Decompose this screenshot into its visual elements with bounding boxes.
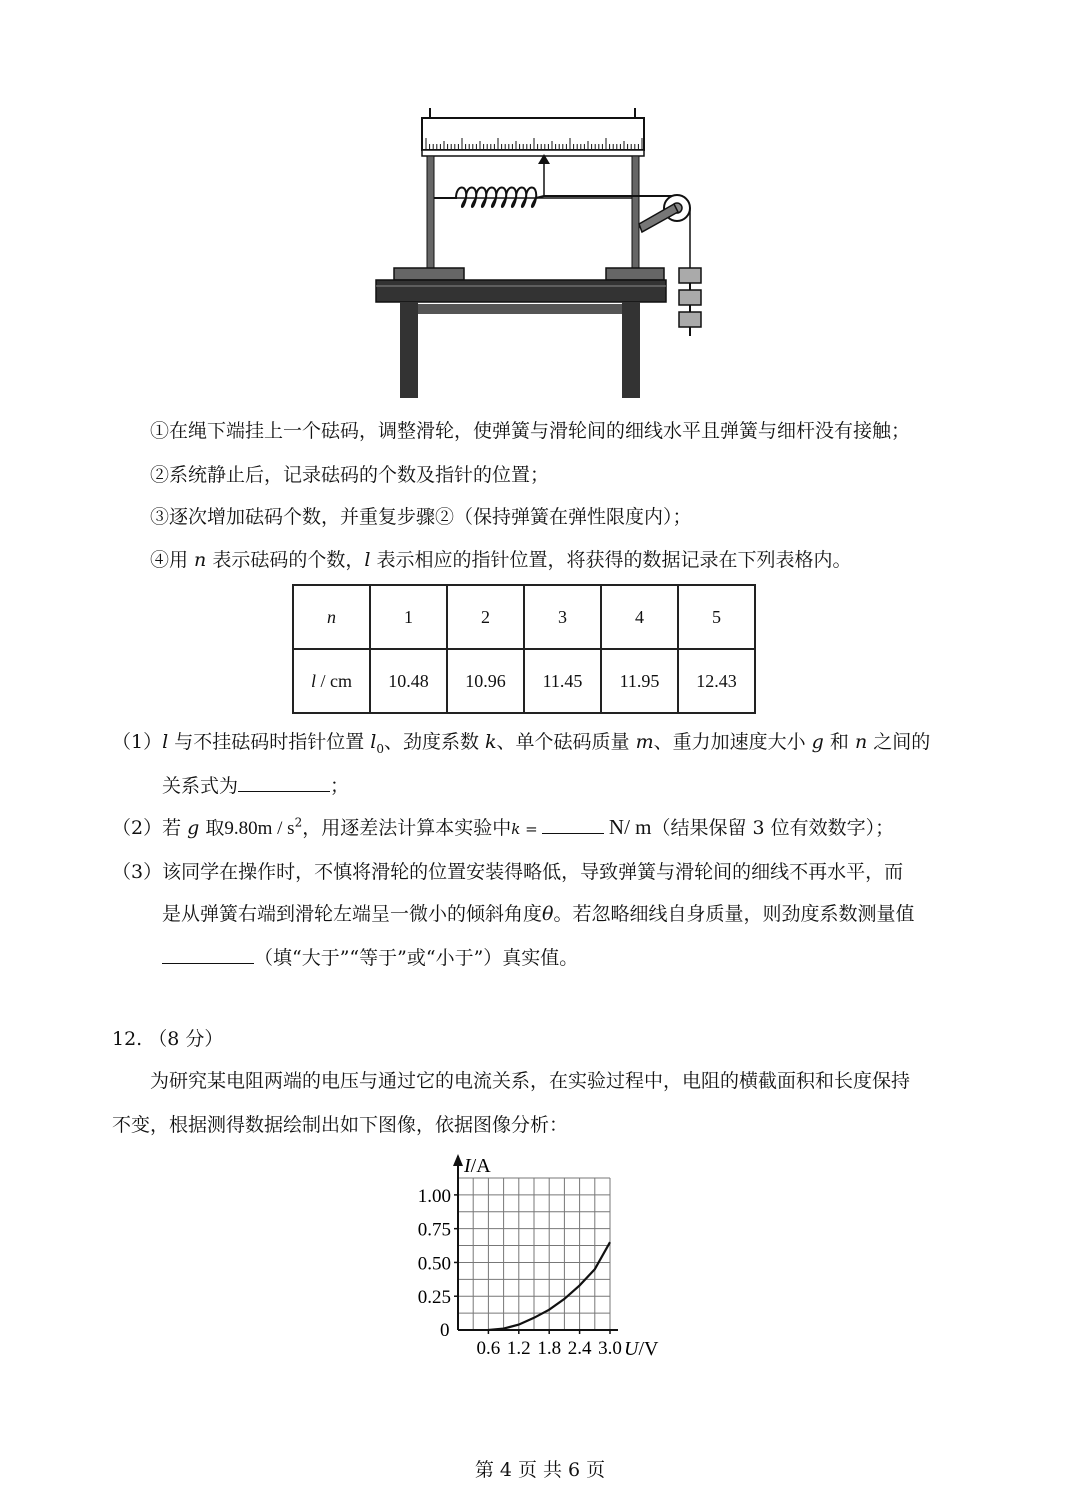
question-3-line-2: 是从弹簧右端到滑轮左端呈一微小的倾斜角度θ。若忽略细线自身质量，则劲度系数测量值 [162,903,915,925]
x-axis-label: U/V [624,1338,659,1358]
x-tick-label: 0.6 [476,1338,501,1358]
x-tick-label: 2.4 [567,1338,592,1358]
table-cell: 12.43 [678,649,755,713]
question-2: （2）若 g 取$9.80m / s^2$，用逐差法计算本实验中k = N/ m（结果保留 3 位有效数字）； [112,815,895,839]
table-cell: 11.95 [601,649,678,713]
table-cell: 11.45 [524,649,601,713]
question-12-para-1: 为研究某电阻两端的电压与通过它的电流关系，在实验过程中，电阻的横截面积和长度保持 [150,1070,911,1092]
question-12-para-2: 不变，根据测得数据绘制出如下图像，依据图像分析： [112,1114,569,1136]
table-cell: 10.96 [447,649,524,713]
iu-chart [400,1148,690,1358]
table-cell: 4 [601,585,678,649]
table-cell: 2 [447,585,524,649]
step-2: ②系统静止后，记录砝码的个数及指针的位置； [150,464,550,486]
y-tick-label: 0.25 [417,1287,451,1309]
step-4: ④用 n 表示砝码的个数，l 表示相应的指针位置，将获得的数据记录在下列表格内。 [150,549,852,571]
y-tick-label: 0.50 [417,1253,451,1275]
question-3-line-1: （3）该同学在操作时，不慎将滑轮的位置安装得略低，导致弹簧与滑轮间的细线不再水平，而 [112,861,904,883]
answer-blank[interactable] [542,832,604,834]
y-tick-label: 1.00 [417,1185,451,1207]
table-cell: 3 [524,585,601,649]
x-tick-label: 1.2 [506,1338,531,1358]
table-row [293,649,755,713]
answer-blank[interactable] [238,790,330,792]
table-cell: 1 [370,585,447,649]
x-tick-label: 1.8 [537,1338,562,1358]
data-table [292,584,756,714]
table-header-l: l / cm [293,649,370,713]
y-axis-arrow [453,1154,463,1166]
table-header-n: n [293,585,370,649]
table-row [293,585,755,649]
spring-apparatus-figure [370,108,710,400]
answer-blank[interactable] [162,962,254,964]
step-1: ①在绳下端挂上一个砝码，调整滑轮，使弹簧与滑轮间的细线水平且弹簧与细杆没有接触； [150,420,911,442]
y-axis-label: I/A [464,1155,491,1177]
origin-label: 0 [440,1320,450,1341]
table-cell: 5 [678,585,755,649]
x-tick-label: 3.0 [598,1338,622,1358]
page-footer: 第 4 页 共 6 页 [474,1459,606,1481]
question-3-line-3: （填“大于”“等于”或“小于”）真实值。 [162,943,578,970]
question-1-line-2: 关系式为 ； [162,775,350,797]
question-1-line-1: （1）l 与不挂砝码时指针位置 $l_0$、劲度系数 k、单个砝码质量 m、重力加速度大小 g 和 n 之间的 [112,731,931,756]
table-cell: 10.48 [370,649,447,713]
step-3: ③逐次增加砝码个数，并重复步骤②（保持弹簧在弹性限度内）； [150,506,692,528]
question-12-header: 12. （8 分） [112,1028,224,1050]
y-tick-label: 0.75 [417,1219,451,1241]
